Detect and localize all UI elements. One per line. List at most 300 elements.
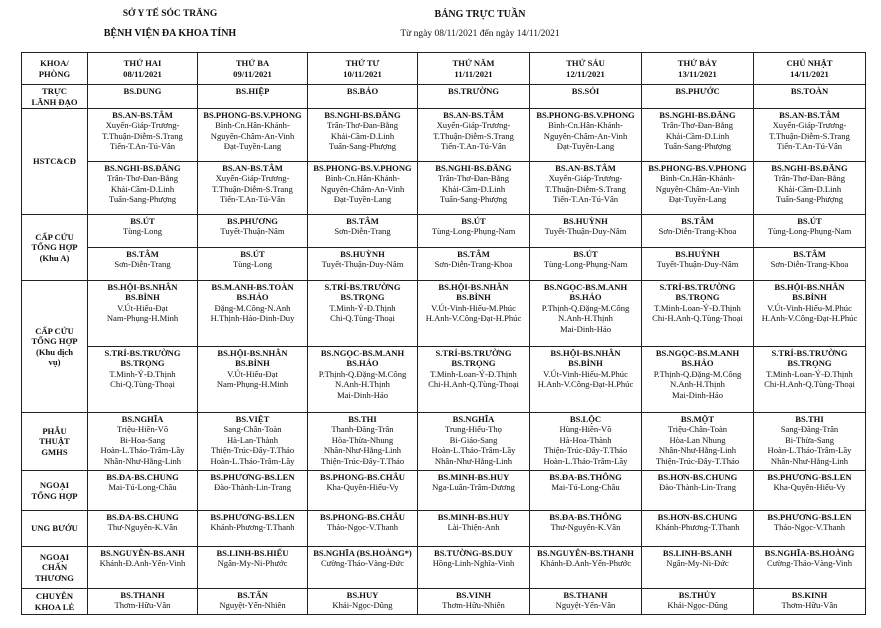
doctor-names: BS.HƠN-BS.CHUNG [657, 472, 738, 482]
department-label-line: CẤP CỨU [35, 231, 74, 242]
column-header-day [530, 53, 642, 85]
duty-shift [198, 161, 307, 214]
department-label-line: vụ) [48, 356, 61, 367]
table-header-row [22, 53, 866, 85]
duty-cell [198, 471, 308, 511]
staff-names: Đặng-M.Công-N.Anh [214, 302, 291, 313]
doctor-names: BS.VIỆT [235, 414, 270, 424]
staff-names: Tuyết-Thuận-Nâm [220, 226, 285, 237]
duty-cell [418, 589, 530, 615]
duty-cell [418, 215, 530, 281]
doctor-names: BS.PHONG-BS.CHÂU [320, 472, 405, 482]
staff-names: Sơn-Diễn-Trang [114, 259, 171, 270]
day-name: THỨ HAI [123, 58, 162, 69]
day-name: THỨ SÁU [566, 58, 605, 69]
column-header-day [88, 53, 198, 85]
day-date: 09/11/2021 [233, 68, 272, 79]
staff-names: BS.HẢO [346, 358, 379, 369]
staff-names: Nam-Phụng-H.Minh [106, 313, 179, 324]
duty-cell [308, 589, 418, 615]
doctor-names: BS.HỘI-BS.NHÂN [550, 348, 621, 358]
duty-cell [754, 547, 866, 589]
department-label-line: HSTC&CĐ [33, 156, 76, 167]
staff-names: Thảo-Ngọc-V.Thanh [773, 522, 846, 533]
duty-cell [88, 413, 198, 471]
duty-cell [88, 281, 198, 413]
doctor-names: BS.PHONG-BS.V.PHONG [313, 163, 412, 173]
table-row [22, 471, 866, 511]
doctor-names: BS.PHƯƠNG-BS.LEN [767, 472, 852, 482]
doctor-names: BS.HUỲNH [340, 249, 385, 259]
doctor-names: BS.THANH [563, 590, 608, 600]
staff-names: Đạt-Tuyền-Lang [668, 194, 727, 205]
staff-names: BS.TRỌNG [675, 292, 720, 303]
duty-cell [198, 85, 308, 109]
column-header-day [198, 53, 308, 85]
doctor-names: BS.NGUYÊN-BS.THANH [537, 548, 634, 558]
department-label-line: (Khu dịch [35, 346, 73, 357]
staff-names: Sơn-Diễn-Trang-Khoa [770, 259, 849, 270]
department-label-line: LÃNH ĐẠO [31, 96, 78, 107]
duty-shift [530, 109, 641, 161]
staff-names: Sơn-Diễn-Trang-Khoa [658, 226, 737, 237]
staff-names: Đạt-Tuyền-Lang [556, 141, 615, 152]
staff-names: Nhân-Như-Hằng-Linh [658, 445, 737, 456]
duty-shift [418, 109, 529, 161]
department-label-line: CHUYÊN [35, 591, 74, 602]
duty-shift [530, 547, 641, 570]
duty-cell [754, 511, 866, 547]
doctor-names: BS.AN-BS.TÂM [112, 110, 173, 120]
staff-names: Khải-Cầm-D.Linh [330, 130, 395, 141]
doctor-names: BS.NGHĨA (BS.HOÀNG*) [313, 548, 412, 558]
duty-shift [642, 247, 753, 280]
staff-names: BS.HẢO [681, 358, 714, 369]
duty-cell [198, 589, 308, 615]
duty-shift [642, 413, 753, 467]
duty-shift [198, 109, 307, 161]
duty-cell [308, 471, 418, 511]
staff-names: Nhân-Như-Hằng-Linh [103, 455, 182, 466]
duty-cell [642, 215, 754, 281]
staff-names: H.Thịnh-Hảo-Dinh-Duy [210, 313, 295, 324]
department-label-line: UNG BƯỚU [31, 523, 78, 534]
staff-names: Khải-Ngọc-Dũng [332, 600, 393, 611]
duty-shift [308, 161, 417, 214]
staff-names: Xuyến-Giáp-Trương- [772, 120, 847, 131]
duty-cell [530, 109, 642, 215]
duty-shift [530, 161, 641, 214]
staff-names: Khánh-Đ.Anh-Yến-Phước [539, 558, 632, 569]
duty-cell [308, 215, 418, 281]
duty-cell [418, 547, 530, 589]
staff-names: Hòa-Lan Nhung [669, 434, 726, 445]
doctor-names: BS.HỘI-BS.NHÂN [217, 348, 288, 358]
table-row [22, 547, 866, 589]
duty-shift [308, 247, 417, 280]
staff-names: Tiến-T.An-Tú-Vân [219, 194, 286, 205]
doctor-names: S.TRÍ-BS.TRƯỜNG [659, 282, 736, 292]
doctor-names: BS.TÂM [346, 216, 379, 226]
staff-names: Nam-Phụng-H.Minh [216, 379, 289, 390]
duty-cell [418, 85, 530, 109]
duty-cell [308, 547, 418, 589]
duty-shift [308, 547, 417, 570]
duty-cell [88, 109, 198, 215]
day-name: THỨ BẢY [677, 58, 718, 69]
department-label-line: CHẤN [41, 562, 68, 573]
duty-shift [642, 215, 753, 247]
duty-cell [530, 471, 642, 511]
duty-shift [418, 215, 529, 247]
staff-names: Tuyết-Thuận-Duy-Nâm [321, 259, 404, 270]
doctor-names: BS.TÂM [457, 249, 490, 259]
duty-cell [642, 547, 754, 589]
staff-names: BS.BÌNH [456, 292, 491, 303]
duty-cell [754, 589, 866, 615]
staff-names: Kha-Quyên-Hiếu-Vy [326, 482, 399, 493]
day-date: 11/11/2021 [454, 68, 493, 79]
staff-names: Tuyết-Thuận-Duy-Nâm [544, 226, 627, 237]
day-name: THỨ NĂM [452, 58, 495, 69]
staff-names: Chi-H.Anh-Q.Tùng-Thoại [428, 379, 519, 390]
doctor-names: BS.NGỌC-BS.M.ANH [543, 282, 628, 292]
duty-cell [308, 85, 418, 109]
duty-cell [418, 511, 530, 547]
duty-shift [198, 511, 307, 534]
table-row [22, 413, 866, 471]
doctor-names: BS.HUY [346, 590, 379, 600]
staff-names: Hùng-Hiền-Võ [559, 424, 612, 435]
doctor-names: BS.PHƯỚC [675, 86, 720, 96]
doctor-names: BS.MINH-BS.HUY [437, 512, 510, 522]
duty-cell [642, 281, 754, 413]
doctor-names: BS.THI [795, 414, 824, 424]
duty-shift [88, 161, 197, 214]
staff-names: P.Thịnh-Q.Đặng-M.Công [653, 368, 742, 379]
doctor-names: BS.M.ANH-BS.TOÀN [211, 282, 294, 292]
column-header-department [22, 53, 88, 85]
staff-names: Ngân-My-Ni-Đức [666, 558, 729, 569]
staff-names: Mai-Dinh-Hảo [336, 389, 389, 400]
staff-names: Nguyên-Châm-An-Vinh [320, 183, 405, 194]
staff-names: H.Anh-V.Công-Đạt-H.Phúc [761, 313, 858, 324]
duty-shift [88, 511, 197, 534]
duty-cell [754, 85, 866, 109]
staff-names: Hòa-Thừa-Nhung [331, 434, 394, 445]
doctor-names: BS.NGỌC-BS.M.ANH [655, 348, 740, 358]
duty-shift [198, 413, 307, 467]
staff-names: Chi-H.Anh-Q.Tùng-Thoại [764, 379, 855, 390]
table-row [22, 511, 866, 547]
department-label-line: CẤP CỨU [35, 325, 74, 336]
table-row [22, 215, 866, 281]
duty-cell [308, 413, 418, 471]
staff-names: Chi-H.Anh-Q.Tùng-Thoại [652, 313, 743, 324]
duty-shift [642, 109, 753, 161]
doctor-names: BS.NGHĨA [121, 414, 164, 424]
staff-names: Thiện-Trúc-Đây-T.Thảo [655, 455, 740, 466]
duty-shift [198, 589, 307, 612]
duty-cell [88, 547, 198, 589]
duty-shift [88, 215, 197, 247]
department-label [22, 85, 88, 109]
staff-names: Trân-Thơ-Đan-Bằng [773, 173, 846, 184]
duty-shift [642, 471, 753, 494]
staff-names: BS.BÌNH [235, 358, 270, 369]
staff-names: BS.TRỌNG [451, 358, 496, 369]
staff-names: T.Minh-Loan-Ý-Đ.Thịnh [654, 302, 741, 313]
duty-shift [88, 547, 197, 570]
duty-shift [88, 471, 197, 494]
duty-cell [198, 109, 308, 215]
staff-names: V.Út-Vinh-Hiếu-M.Phúc [767, 302, 852, 313]
doctor-names: BS.HIỆP [235, 86, 270, 96]
doctor-names: BS.PHƯƠNG-BS.LEN [767, 512, 852, 522]
duty-cell [198, 215, 308, 281]
duty-shift [530, 346, 641, 412]
staff-names: Cường-Thảo-Vàng-Vinh [766, 558, 853, 569]
department-label [22, 109, 88, 215]
staff-names: Tuấn-Sang-Phượng [439, 194, 508, 205]
doctor-names: BS.ĐA-BS.CHUNG [106, 512, 179, 522]
duty-shift [418, 247, 529, 280]
staff-names: Sơn-Diễn-Trang [334, 226, 391, 237]
doctor-names: BS.NGHI-BS.ĐĂNG [435, 163, 512, 173]
doctor-names: BS.HƠN-BS.CHUNG [657, 512, 738, 522]
duty-shift [530, 589, 641, 612]
doctor-names: S.TRÍ-BS.TRƯỜNG [104, 348, 181, 358]
department-name: SỞ Y TẾ SÓC TRĂNG [122, 9, 218, 19]
staff-names: T.Thuận-Diễm-S.Trang [102, 130, 183, 141]
staff-names: BS.BÌNH [125, 292, 160, 303]
staff-names: Tuấn-Sang-Phượng [775, 194, 844, 205]
staff-names: Mai-Dinh-Hảo [559, 323, 612, 334]
doctor-names: BS.AN-BS.TÂM [443, 110, 504, 120]
staff-names: N.Anh-H.Thịnh [558, 313, 613, 324]
duty-cell [88, 511, 198, 547]
staff-names: Khánh-Phương-T.Thanh [210, 522, 295, 533]
department-label-line: NGOẠI [39, 551, 70, 562]
staff-names: Tiến-T.An-Tú-Vân [440, 141, 507, 152]
duty-cell [530, 547, 642, 589]
department-label-line: THUẬT [39, 436, 70, 447]
department-label-line: TỔNG HỢP [31, 336, 78, 347]
doctor-names: BS.ĐA-BS.CHUNG [106, 472, 179, 482]
staff-names: Xuyến-Giáp-Trương- [548, 173, 623, 184]
staff-names: Thơm-Hữu-Vân [781, 600, 838, 611]
staff-names: Mai-Dinh-Hảo [671, 389, 724, 400]
staff-names: T.Minh-Loan-Ý-Đ.Thịnh [430, 368, 517, 379]
doctor-names: BS.TOÀN [790, 86, 829, 96]
staff-names: T.Thuận-Diễm-S.Trang [545, 183, 626, 194]
duty-cell [308, 281, 418, 413]
duty-cell [642, 85, 754, 109]
department-label-line: TỔNG HỢP [31, 490, 78, 501]
duty-shift [530, 215, 641, 247]
department-label-line: (Khu A) [39, 252, 70, 263]
staff-names: Khải-Cầm-D.Linh [777, 183, 842, 194]
staff-names: V.Út-Hiếu-Đạt [227, 368, 278, 379]
duty-shift [198, 85, 307, 97]
staff-names: Nga-Luân-Trâm-Dương [432, 482, 515, 493]
doctor-names: BS.NGỌC-BS.M.ANH [320, 348, 405, 358]
staff-names: T.Thuận-Diễm-S.Trang [433, 130, 514, 141]
hospital-name: BỆNH VIỆN ĐA KHOA TỈNH [103, 28, 237, 39]
duty-shift [530, 471, 641, 494]
duty-shift [88, 589, 197, 612]
doctor-names: S.TRÍ-BS.TRƯỜNG [435, 348, 512, 358]
staff-names: Mai-Tú-Long-Châu [551, 482, 620, 493]
doctor-names: BS.LINH-BS.HIẾU [216, 548, 289, 558]
duty-shift [308, 109, 417, 161]
day-date: 10/11/2021 [343, 68, 382, 79]
staff-names: Trung-Hiếu-Thọ [445, 424, 502, 435]
duty-shift [754, 215, 865, 247]
duty-shift [642, 511, 753, 534]
duty-shift [754, 346, 865, 412]
duty-cell [88, 85, 198, 109]
staff-names: Đào-Thành-Lin-Trang [213, 482, 291, 493]
title-block [330, 6, 630, 39]
column-header-day [642, 53, 754, 85]
duty-shift [754, 413, 865, 467]
staff-names: Tùng-Long-Phụng-Nam [543, 259, 628, 270]
doctor-names: BS.PHƯƠNG-BS.LEN [210, 472, 295, 482]
staff-names: Khải-Ngọc-Dũng [667, 600, 728, 611]
doctor-names: BS.ÚT [573, 249, 598, 259]
department-label-line: PHẪU [42, 425, 67, 436]
department-label [22, 413, 88, 471]
doctor-names: BS.AN-BS.TÂM [779, 110, 840, 120]
staff-names: Nguyệt-Yến-Vân [555, 600, 616, 611]
doctor-names: BS.NGHĨA [452, 414, 495, 424]
staff-names: T.Minh-Loan-Ý-Đ.Thịnh [766, 368, 853, 379]
doctor-names: BS.HỘI-BS.NHÂN [438, 282, 509, 292]
doctor-names: BS.ĐA-BS.THÔNG [549, 472, 622, 482]
duty-cell [198, 547, 308, 589]
duty-shift [308, 215, 417, 247]
staff-names: Thanh-Đăng-Trân [331, 424, 394, 435]
staff-names: Thiện-Trúc-Đây-T.Thảo [320, 455, 405, 466]
duty-shift [530, 85, 641, 97]
doctor-names: BS.MỘT [680, 414, 715, 424]
duty-shift [308, 589, 417, 612]
staff-names: Xuyến-Giáp-Trương- [215, 173, 290, 184]
staff-names: Khải-Cầm-D.Linh [665, 130, 730, 141]
staff-names: Thiện-Trúc-Đây-T.Thảo [543, 445, 628, 456]
duty-cell [754, 281, 866, 413]
doctor-names: BS.NGHI-BS.ĐĂNG [104, 163, 181, 173]
duty-shift [642, 161, 753, 214]
day-date: 12/11/2021 [566, 68, 605, 79]
doctor-names: BS.PHƯƠNG-BS.LEN [210, 512, 295, 522]
organization-block [80, 6, 260, 39]
table-row [22, 281, 866, 413]
duty-cell [530, 413, 642, 471]
duty-cell [88, 589, 198, 615]
department-label [22, 281, 88, 413]
staff-names: Xuyến-Giáp-Trương- [436, 120, 511, 131]
staff-names: Xuyến-Giáp-Trương- [105, 120, 180, 131]
duty-shift [88, 85, 197, 97]
department-label [22, 215, 88, 281]
doctor-names: S.TRÍ-BS.TRƯỜNG [324, 282, 401, 292]
column-header-line: KHOA/ [40, 58, 69, 69]
doctor-names: BS.NGUYÊN-BS.ANH [100, 548, 185, 558]
staff-names: Khánh-Đ.Anh-Yến-Vinh [99, 558, 186, 569]
duty-shift [88, 247, 197, 280]
staff-names: Trân-Thơ-Đan-Bằng [326, 120, 399, 131]
duty-cell [198, 511, 308, 547]
day-name: THỨ BA [235, 58, 270, 69]
doctor-names: BS.NGHI-BS.ĐĂNG [659, 110, 736, 120]
duty-shift [308, 346, 417, 412]
document-header [0, 6, 881, 50]
department-label [22, 471, 88, 511]
staff-names: BS.TRỌNG [787, 358, 832, 369]
doctor-names: BS.BẢO [346, 86, 379, 96]
staff-names: N.Anh-H.Thịnh [670, 379, 725, 390]
staff-names: T.Thuận-Diễm-S.Trang [212, 183, 293, 194]
staff-names: Nhân-Như-Hằng-Linh [323, 445, 402, 456]
staff-names: Trân-Thơ-Đan-Bằng [437, 173, 510, 184]
staff-names: Thơm-Hữu-Vân [114, 600, 171, 611]
column-header-day [308, 53, 418, 85]
doctor-names: BS.THANH [120, 590, 165, 600]
doctor-names: BS.AN-BS.TÂM [555, 163, 616, 173]
duty-shift [198, 281, 307, 346]
staff-names: Tùng-Long [232, 259, 273, 270]
duty-shift [198, 247, 307, 280]
duty-shift [642, 346, 753, 412]
duty-cell [198, 413, 308, 471]
department-label [22, 547, 88, 589]
staff-names: BS.TRỌNG [120, 358, 165, 369]
staff-names: Bình-Cn.Hân-Khánh- [325, 173, 400, 184]
duty-shift [308, 471, 417, 494]
staff-names: Triệu-Chân-Toàn [667, 424, 728, 435]
duty-shift [642, 547, 753, 570]
duty-cell [418, 281, 530, 413]
duty-shift [88, 281, 197, 346]
table-row [22, 85, 866, 109]
duty-shift [88, 346, 197, 412]
doctor-names: BS.ÚT [797, 216, 822, 226]
duty-shift [198, 215, 307, 247]
doctor-names: BS.PHONG-BS.V.PHONG [648, 163, 747, 173]
duty-cell [754, 215, 866, 281]
duty-shift [530, 247, 641, 280]
table-body [22, 85, 866, 615]
staff-names: H.Anh-V.Công-Đạt-H.Phúc [425, 313, 522, 324]
staff-names: BS.BÌNH [792, 292, 827, 303]
staff-names: Triệu-Hiền-Võ [116, 424, 169, 435]
department-label-line: KHOA LẺ [34, 601, 75, 612]
staff-names: Nguyệt-Yến-Nhiên [219, 600, 286, 611]
staff-names: Hoàn-L.Thảo-Trâm-Lầy [543, 455, 628, 466]
staff-names: Nhân-Như-Hằng-Linh [770, 455, 849, 466]
staff-names: Đào-Thành-Lin-Trang [658, 482, 736, 493]
department-label-line: GMHS [41, 446, 68, 457]
department-label [22, 511, 88, 547]
staff-names: N.Anh-H.Thịnh [335, 379, 390, 390]
date-range: Từ ngày 08/11/2021 đến ngày 14/11/2021 [400, 29, 560, 39]
day-date: 14/11/2021 [790, 68, 829, 79]
staff-names: Hoàn-L.Thảo-Trâm-Lầy [210, 455, 295, 466]
staff-names: Tuấn-Sang-Phượng [108, 194, 177, 205]
duty-shift [418, 346, 529, 412]
